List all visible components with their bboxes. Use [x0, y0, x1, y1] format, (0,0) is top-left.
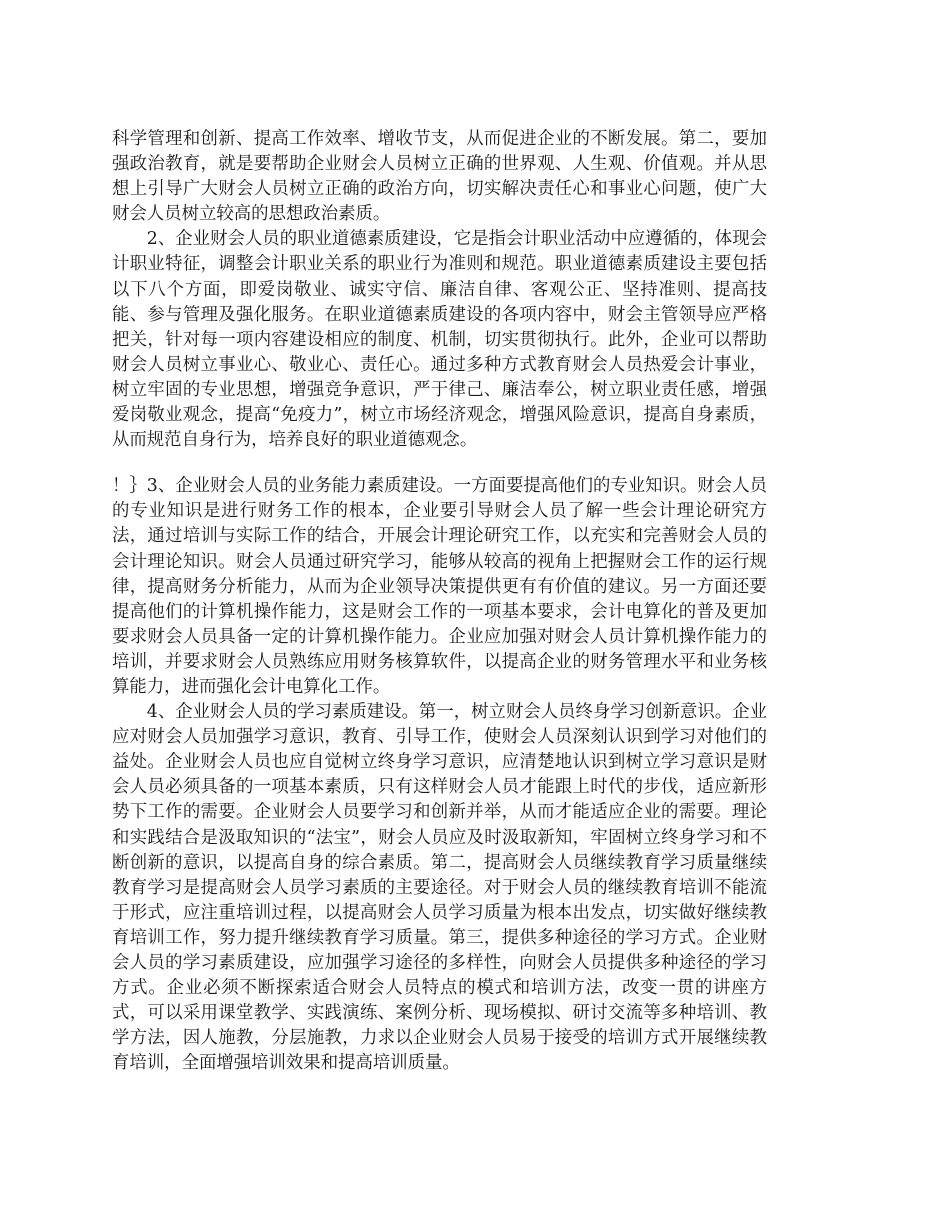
paragraph-business-ability: ！｝3、企业财会人员的业务能力素质建设。一方面要提高他们的专业知识。财会人员的专业知识是进行财务工作的根本，企业要引导财会人员了解一些会计理论研究方法，通过培训与实际工作的结合，开展会计理论研究工作，以充实和完善财会人员的会计理论知识。财会人员通过研究学习，能够从较高的视角上把握财会工作的运行规律，提高财务分析能力，从而为企业领导决策提供更有有价值的建议。另一方面还要提高他们的计算机操作能力，这是财会工作的一项基本要求，会计电算化的普及更加要求财会人员具备一定的计算机操作能力。企业应加强对财会人员计算机操作能力的培训，并要求财会人员熟练应用财务核算软件，以提高企业的财务管理水平和业务核算能力，进而强化会计电算化工作。: [112, 476, 767, 697]
paragraph-learning-quality: 4、企业财会人员的学习素质建设。第一，树立财会人员终身学习创新意识。企业应对财会人员加强学习意识，教育、引导工作，使财会人员深刻认识到学习对他们的益处。企业财会人员也应自觉树立终身学习意识，应清楚地认识到树立学习意识是财会人员必须具备的一项基本素质，只有这样财会人员才能跟上时代的步伐，适应新形势下工作的需要。企业财会人员要学习和创新并举，从而才能适应企业的需要。理论和实践结合是汲取知识的“法宝”，财会人员应及时汲取新知，牢固树立终身学习和不断创新的意识，以提高自身的综合素质。第二，提高财会人员继续教育学习质量继续教育学习是提高财会人员学习素质的主要途径。对于财会人员的继续教育培训不能流于形式，应注重培训过程，以提高财会人员学习质量为根本出发点，切实做好继续教育培训工作，努力提升继续教育学习质量。第三，提供多种途径的学习方式。企业财会人员的学习素质建设，应加强学习途径的多样性，向财会人员提供多种途径的学习方式。企业必须不断探索适合财会人员特点的模式和培训方法，改变一贯的讲座方式，可以采用课堂教学、实践演练、案例分析、现场模拟、研讨交流等多种培训、教学方法，因人施教，分层施教，力求以企业财会人员易于接受的培训方式开展继续教育培训，全面增强培训效果和提高培训质量。: [112, 702, 767, 1074]
paragraph-professional-ethics: 2、企业财会人员的职业道德素质建设，它是指会计职业活动中应遵循的，体现会计职业特征，调整会计职业关系的职业行为准则和规范。职业道德素质建设主要包括以下八个方面，即爱岗敬业、诚实守信、廉洁自律、客观公正、坚持准则、提高技能、参与管理及强化服务。在职业道德素质建设的各项内容中，财会主管领导应严格把关，针对每一项内容建设相应的制度、机制，切实贯彻执行。此外，企业可以帮助财会人员树立事业心、敬业心、责任心。通过多种方式教育财会人员热爱会计事业，树立牢固的专业思想，增强竞争意识，严于律己、廉洁奉公，树立职业责任感，增强爱岗敬业观念，提高“免疫力”，树立市场经济观念，增强风险意识，提高自身素质，从而规范自身行为，培养良好的职业道德观念。: [112, 229, 767, 451]
paragraph-continuation: 科学管理和创新、提高工作效率、增收节支，从而促进企业的不断发展。第二，要加强政治教育，就是要帮助企业财会人员树立正确的世界观、人生观、价值观。并从思想上引导广大财会人员树立正确的政治方向，切实解决责任心和事业心问题，使广大财会人员树立较高的思想政治素质。: [112, 129, 767, 225]
document-body: [112, 127, 767, 1076]
